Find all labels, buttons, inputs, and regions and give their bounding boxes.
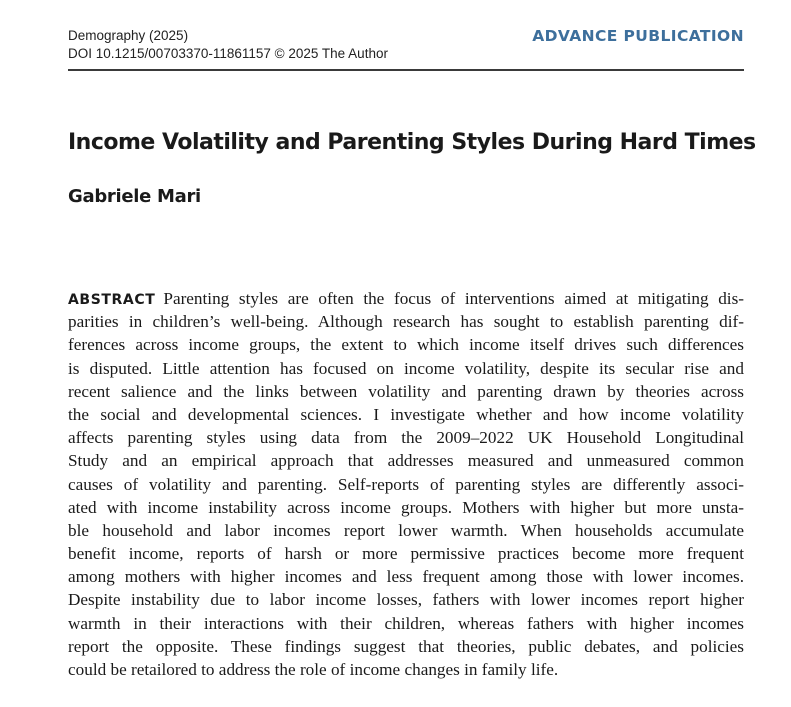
abstract-line: causes of volatility and parenting. Self-reports of parenting styles are differently associ- [68, 474, 744, 494]
abstract-line: recent salience and the links between volatility and parenting drawn by theories across [68, 381, 744, 401]
page-header [68, 27, 744, 71]
abstract-line-text: Parenting styles are often the focus of interventions aimed at mitigating dis- [163, 289, 744, 308]
journal-info [68, 27, 388, 63]
abstract-line: Despite instability due to labor income losses, fathers with lower incomes report higher [68, 590, 744, 610]
abstract-line-first [68, 287, 744, 310]
abstract-line: benefit income, reports of harsh or more permissive practices become more frequent [68, 544, 744, 564]
abstract-label: ABSTRACT [68, 292, 156, 308]
abstract-line: ferences across income groups, the extent to which income itself drives such differences [68, 335, 744, 355]
abstract-line: Study and an empirical approach that addresses measured and unmeasured common [68, 451, 744, 471]
doi-line: DOI 10.1215/00703370-11861157 © 2025 The Author [68, 46, 388, 61]
abstract-line: warmth in their interactions with their children, whereas fathers with higher incomes [68, 613, 744, 633]
author-name: Gabriele Mari [68, 186, 201, 207]
abstract-line: parities in children’s well-being. Although research has sought to establish parenting dif- [68, 312, 744, 332]
abstract-line: report the opposite. These findings suggest that theories, public debates, and policies [68, 636, 744, 656]
abstract-line: among mothers with higher incomes and less frequent among those with lower incomes. [68, 567, 744, 587]
abstract-line: ble household and labor incomes report lower warmth. When households accumulate [68, 520, 744, 540]
abstract-line-last: could be retailored to address the role of income changes in family life. [68, 660, 559, 679]
journal-name: Demography (2025) [68, 28, 189, 43]
abstract-line: the social and developmental sciences. I investigate whether and how income volatility [68, 404, 744, 424]
abstract-line: ated with income instability across income groups. Mothers with higher but more unsta- [68, 497, 744, 517]
publication-status: ADVANCE PUBLICATION [532, 27, 744, 45]
abstract-line: is disputed. Little attention has focused on income volatility, despite its secular rise and [68, 358, 744, 378]
abstract-line: affects parenting styles using data from the 2009–2022 UK Household Longitudinal [68, 428, 744, 448]
abstract [68, 287, 744, 681]
article-title: Income Volatility and Parenting Styles During Hard Times [68, 130, 756, 155]
